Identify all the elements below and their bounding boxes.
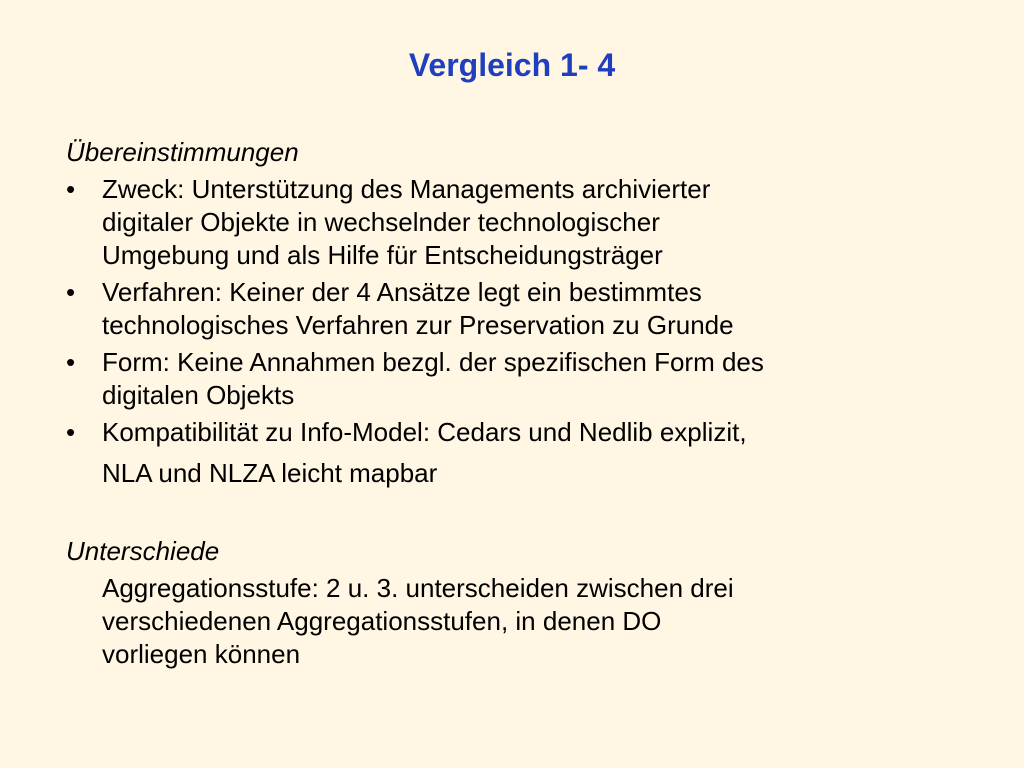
bullet-line: Verfahren: Keiner der 4 Ansätze legt ein bestimmtes	[102, 277, 702, 307]
bullet-item-kompatibilitaet	[66, 416, 986, 490]
slide-title: Vergleich 1- 4	[408, 47, 616, 83]
bullet-continuation: NLA und NLZA leicht mapbar	[102, 458, 438, 488]
bullet-item-form	[66, 346, 986, 412]
section-spacer	[66, 490, 986, 535]
bullet-line: digitaler Objekte in wechselnder technologischer	[102, 207, 660, 237]
section-heading-unterschiede: Unterschiede	[66, 536, 220, 566]
section-heading-uebereinstimmungen: Übereinstimmungen	[66, 137, 299, 167]
paragraph-line: vorliegen können	[102, 639, 301, 669]
paragraph-line: Aggregationsstufe: 2 u. 3. unterscheiden zwischen drei	[102, 573, 734, 603]
paragraph-line: verschiedenen Aggregationsstufen, in denen DO	[102, 606, 662, 636]
bullet-item-verfahren	[66, 276, 986, 342]
slide-body	[66, 136, 986, 671]
bullet-line: Form: Keine Annahmen bezgl. der spezifischen Form des	[102, 347, 764, 377]
bullet-icon: •	[66, 174, 76, 204]
unterschiede-paragraph	[66, 572, 986, 671]
bullet-icon: •	[66, 417, 76, 447]
bullet-line: digitalen Objekts	[102, 380, 295, 410]
bullet-item-zweck	[66, 173, 986, 272]
bullet-line: Kompatibilität zu Info-Model: Cedars und Nedlib explizit,	[102, 417, 747, 447]
bullet-line: technologisches Verfahren zur Preservation zu Grunde	[102, 310, 734, 340]
bullet-line: Zweck: Unterstützung des Managements archivierter	[102, 174, 711, 204]
bullet-icon: •	[66, 277, 76, 307]
bullet-list	[66, 173, 986, 490]
bullet-icon: •	[66, 347, 76, 377]
bullet-line: Umgebung und als Hilfe für Entscheidungsträger	[102, 240, 663, 270]
